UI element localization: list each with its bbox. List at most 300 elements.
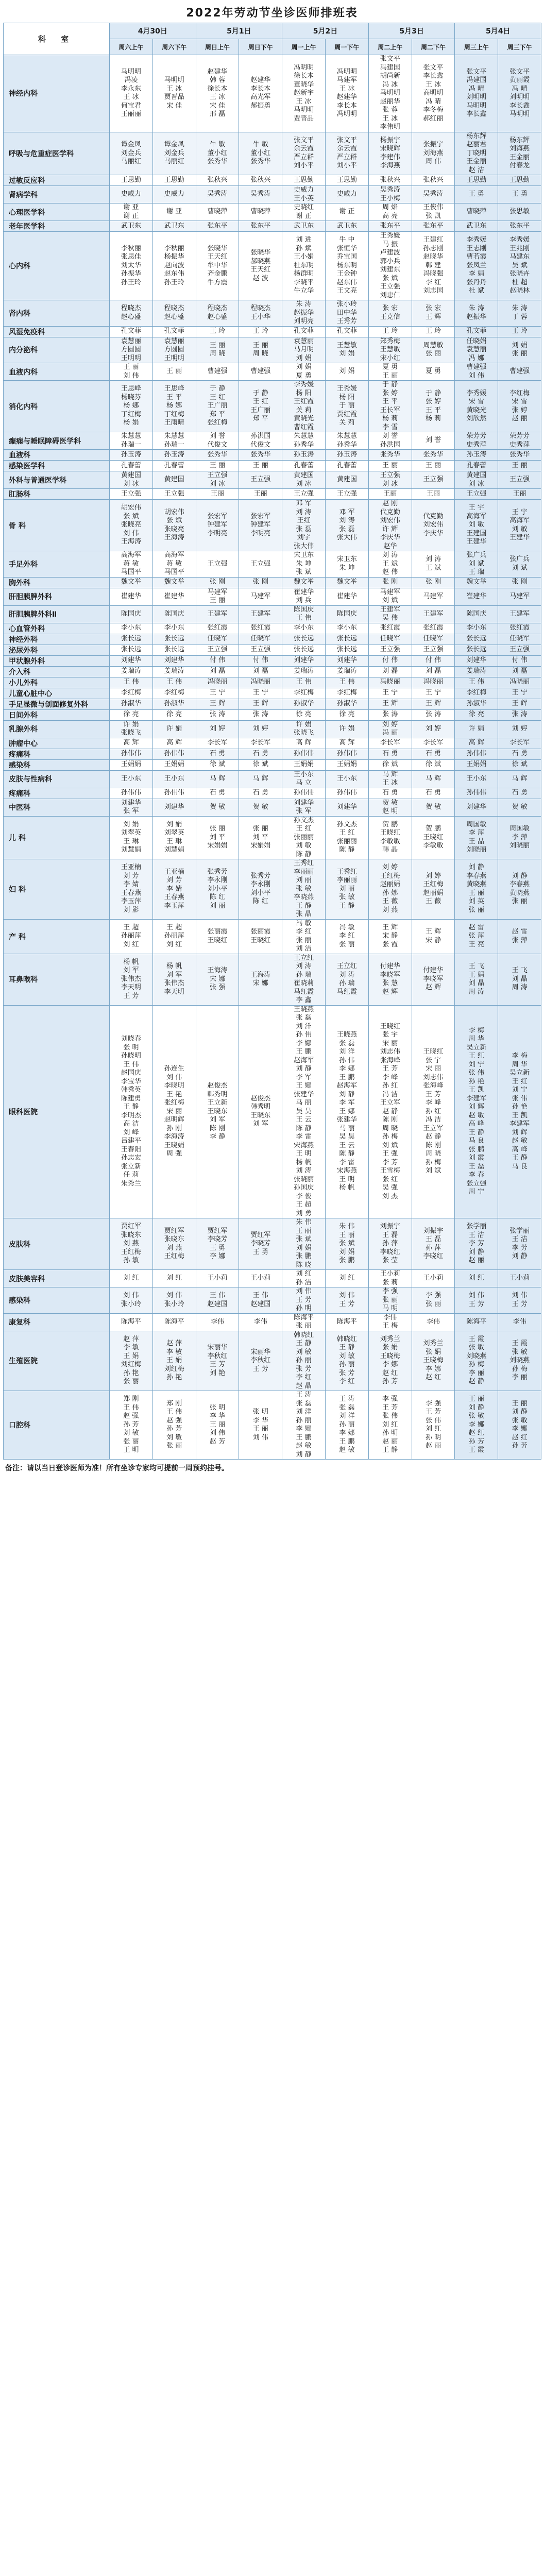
- doctor-name: 刘 洋: [296, 1022, 312, 1030]
- doctor-name: 刘小平: [250, 889, 271, 897]
- doctor-name: 王 伟: [209, 1292, 226, 1300]
- dept-name: 胸外科: [4, 577, 110, 588]
- doctor-name: 杜东明: [294, 261, 314, 269]
- doctor-name: 张晓卉: [509, 270, 530, 278]
- doctor-name: 徐 亮: [123, 710, 139, 719]
- doctor-name: 刘 敏: [123, 1429, 139, 1437]
- schedule-cell: [196, 799, 239, 816]
- doctor-name: 李宝华: [121, 1077, 141, 1086]
- doctor-name: 王 云: [339, 1141, 355, 1149]
- doctor-name: 张 斌: [166, 517, 182, 524]
- schedule-cell: [110, 175, 153, 186]
- doctor-name: 丁 蓉: [512, 313, 528, 321]
- doctor-name: 王 辉: [382, 700, 398, 708]
- doctor-name: 张 敏: [468, 1412, 484, 1420]
- schedule-cell: [326, 688, 369, 699]
- doctor-name: 王思勤: [509, 176, 530, 184]
- doctor-name: 王立强: [207, 471, 228, 479]
- doctor-name: 孙 洁: [296, 1278, 312, 1286]
- doctor-name: 李秋红: [250, 1357, 271, 1364]
- doctor-name: 冯建国: [466, 76, 487, 84]
- doctor-name: 关 莉: [296, 406, 312, 414]
- doctor-name: 刘小平: [336, 162, 357, 170]
- doctor-name: 王 宁: [512, 689, 528, 697]
- doctor-name: 刘 进: [296, 236, 312, 244]
- schedule-cell: [239, 489, 282, 500]
- doctor-name: 王春阳: [121, 1145, 141, 1154]
- schedule-cell: [239, 55, 282, 132]
- doctor-name: 李 娟: [468, 270, 484, 278]
- doctor-name: 刘 誉: [209, 432, 226, 440]
- doctor-name: 李春燕: [509, 880, 530, 889]
- doctor-name: 王 鹏: [296, 1048, 312, 1056]
- doctor-name: 张 磊: [339, 1403, 355, 1412]
- doctor-name: 李春燕: [466, 872, 487, 880]
- doctor-name: 李建军: [509, 1120, 530, 1128]
- doctor-name: 刘 娟: [296, 1244, 312, 1252]
- doctor-name: 王广丽: [207, 402, 228, 410]
- doctor-name: 杨 阳: [339, 393, 355, 401]
- schedule-cell: [326, 788, 369, 799]
- doctor-name: 张小玲: [164, 1300, 184, 1308]
- schedule-cell: [282, 232, 326, 300]
- schedule-cell: [196, 623, 239, 634]
- doctor-name: 王 明: [123, 1446, 139, 1454]
- schedule-cell: [239, 337, 282, 363]
- doctor-name: 石 勇: [382, 750, 398, 758]
- doctor-name: 张 涛: [209, 710, 226, 719]
- doctor-name: 高 峰: [512, 1145, 528, 1154]
- doctor-name: 刘宏伟: [380, 517, 400, 524]
- doctor-name: 刘 伟: [209, 1429, 226, 1437]
- schedule-cell: [196, 738, 239, 749]
- schedule-cell: [455, 954, 498, 1005]
- doctor-name: 王小东: [466, 774, 487, 783]
- doctor-name: 李秀媛: [466, 236, 487, 244]
- doctor-name: 刘晓燕: [509, 1357, 530, 1364]
- doctor-name: 张小玲: [121, 1300, 141, 1308]
- dept-name: 皮肤与性病科: [4, 770, 110, 788]
- schedule-row: [4, 738, 541, 749]
- doctor-name: 刘 静: [296, 1450, 312, 1459]
- doctor-name: 李 雷: [296, 1133, 312, 1141]
- doctor-name: 冯晓丽: [207, 678, 228, 686]
- doctor-name: 李敏敏: [380, 837, 400, 845]
- doctor-name: 严立群: [294, 153, 314, 161]
- doctor-name: 王 薇: [382, 897, 398, 906]
- schedule-cell: [498, 666, 541, 677]
- doctor-name: 张思佳: [121, 253, 141, 261]
- schedule-cell: [368, 175, 412, 186]
- doctor-name: 赵 红: [468, 1429, 484, 1437]
- doctor-name: 李 敏: [123, 1344, 139, 1352]
- doctor-name: 刘 静: [512, 872, 528, 880]
- doctor-name: 李 萍: [512, 833, 528, 841]
- doctor-name: 李 梅: [512, 1052, 528, 1060]
- doctor-name: 张 明: [123, 1043, 139, 1052]
- doctor-name: 徐 斌: [252, 760, 268, 769]
- doctor-name: 张文平: [294, 136, 314, 144]
- schedule-row: [4, 175, 541, 186]
- doctor-name: 王 丽: [512, 1399, 528, 1408]
- schedule-cell: [196, 300, 239, 327]
- doctor-name: 王 宁: [252, 689, 268, 697]
- doctor-name: 付 伟: [252, 656, 268, 665]
- doctor-name: 孙 瑞: [296, 971, 312, 979]
- schedule-cell: [110, 471, 153, 489]
- doctor-name: 王 静: [123, 1103, 139, 1111]
- schedule-cell: [110, 1270, 153, 1287]
- doctor-name: 宋 丽: [166, 1107, 182, 1115]
- doctor-name: 宋 静: [425, 936, 441, 944]
- doctor-name: 冯 冰: [382, 80, 398, 89]
- doctor-name: 刘建东: [380, 266, 400, 274]
- doctor-name: 赵 丽: [468, 1257, 484, 1265]
- schedule-cell: [282, 788, 326, 799]
- doctor-name: 孙丽萍: [121, 932, 141, 940]
- schedule-row: [4, 954, 541, 1005]
- doctor-name: 李 萍: [468, 829, 484, 837]
- doctor-name: 贺 鹏: [382, 820, 398, 828]
- doctor-name: 黄晓燕: [509, 889, 530, 897]
- schedule-cell: [498, 655, 541, 666]
- doctor-name: 刘晓燕: [466, 1352, 487, 1360]
- doctor-name: 张建华: [294, 1090, 314, 1098]
- doctor-name: 王红霞: [294, 398, 314, 405]
- doctor-name: 任晓娟: [466, 337, 487, 345]
- schedule-cell: [498, 623, 541, 634]
- doctor-name: 刘建华: [336, 803, 357, 811]
- doctor-name: 张文平: [380, 55, 400, 63]
- doctor-name: 赵 敏: [468, 1111, 484, 1120]
- doctor-name: 张 伟: [382, 1412, 398, 1420]
- schedule-cell: [110, 759, 153, 770]
- doctor-name: 程晓杰: [121, 304, 141, 313]
- doctor-name: 张丽丽: [294, 833, 314, 841]
- doctor-name: 王 辉: [425, 928, 441, 936]
- dept-name: 癫痫与睡眠障碍医学科: [4, 432, 110, 450]
- doctor-name: 王 芳: [382, 1403, 398, 1412]
- doctor-name: 刘 冰: [123, 480, 139, 488]
- doctor-name: 刘 磊: [209, 667, 226, 675]
- schedule-cell: [110, 770, 153, 788]
- schedule-cell: [455, 551, 498, 578]
- schedule-cell: [110, 799, 153, 816]
- schedule-cell: [110, 919, 153, 954]
- doctor-name: 徐 亮: [296, 710, 312, 719]
- schedule-cell: [412, 381, 455, 432]
- dept-name: 皮肤美容科: [4, 1270, 110, 1287]
- schedule-cell: [282, 655, 326, 666]
- doctor-name: 赵心盛: [164, 313, 184, 321]
- doctor-name: 王 超: [166, 923, 182, 931]
- doctor-name: 王 冰: [425, 80, 441, 89]
- doctor-name: 冯 敏: [339, 923, 355, 931]
- doctor-name: 杨东辉: [509, 136, 530, 144]
- dept-name: 肛肠科: [4, 489, 110, 500]
- schedule-row: [4, 1287, 541, 1314]
- schedule-cell: [239, 588, 282, 605]
- schedule-cell: [368, 432, 412, 450]
- schedule-cell: [110, 1331, 153, 1391]
- doctor-name: 孙晓明: [121, 1052, 141, 1060]
- doctor-name: 冯 敏: [296, 919, 312, 927]
- doctor-name: 于 静: [382, 381, 398, 388]
- doctor-name: 张文平: [336, 136, 357, 144]
- doctor-name: 张 鹏: [296, 1252, 312, 1260]
- schedule-cell: [110, 720, 153, 738]
- schedule-cell: [152, 666, 196, 677]
- doctor-name: 王 芳: [382, 1065, 398, 1073]
- doctor-name: 孙王玲: [164, 278, 184, 286]
- doctor-name: 宋 静: [382, 932, 398, 940]
- doctor-name: 张立新: [121, 1162, 141, 1171]
- doctor-name: 张 芳: [296, 1365, 312, 1373]
- schedule-cell: [282, 551, 326, 578]
- doctor-name: 张 斌: [296, 1235, 312, 1243]
- schedule-cell: [282, 132, 326, 175]
- doctor-name: 牛 中: [339, 236, 355, 244]
- doctor-name: 齐金鹏: [207, 270, 228, 278]
- schedule-cell: [326, 623, 369, 634]
- doctor-name: 谭金凤: [164, 141, 184, 148]
- schedule-row: [4, 799, 541, 816]
- doctor-name: 李冬梅: [423, 106, 444, 114]
- schedule-cell: [196, 175, 239, 186]
- doctor-name: 刘 静: [512, 1408, 528, 1416]
- doctor-name: 王 鹏: [339, 1073, 355, 1081]
- doctor-name: 于 丽: [339, 402, 355, 410]
- doctor-name: 王立强: [380, 646, 400, 654]
- doctor-name: 李伟: [513, 1317, 526, 1326]
- doctor-name: 周 晓: [382, 1124, 398, 1132]
- doctor-name: 魏文举: [466, 578, 487, 586]
- doctor-name: 张 丽: [339, 940, 355, 948]
- doctor-name: 刘宏伟: [423, 521, 444, 529]
- doctor-name: 刘 丽: [296, 876, 312, 884]
- schedule-cell: [412, 489, 455, 500]
- doctor-name: 孙 红: [425, 1107, 441, 1115]
- doctor-name: 李庆华: [380, 534, 400, 541]
- doctor-name: 张晓丽: [294, 1175, 314, 1183]
- doctor-name: 张东平: [380, 222, 400, 230]
- dept-name: 心内科: [4, 232, 110, 300]
- schedule-cell: [412, 738, 455, 749]
- doctor-name: 张小玲: [336, 300, 357, 308]
- doctor-name: 陈 静: [296, 850, 312, 858]
- schedule-row: [4, 471, 541, 489]
- doctor-name: 王 静: [339, 902, 355, 910]
- doctor-name: 马建东: [509, 253, 530, 261]
- doctor-name: 刘 斌: [425, 1167, 441, 1175]
- doctor-name: 李玉萍: [164, 902, 184, 910]
- doctor-name: 张长远: [466, 646, 487, 654]
- schedule-cell: [239, 738, 282, 749]
- doctor-name: 王明明: [164, 354, 184, 362]
- doctor-name: 刘 平: [252, 833, 268, 841]
- schedule-cell: [326, 471, 369, 489]
- doctor-name: 王立军: [380, 1099, 400, 1107]
- schedule-cell: [239, 1218, 282, 1270]
- doctor-name: 王立强: [250, 560, 271, 568]
- doctor-name: 李海燕: [380, 162, 400, 170]
- doctor-name: 王 红: [339, 829, 355, 837]
- doctor-name: 王兆刚: [509, 244, 530, 252]
- doctor-name: 贺 敏: [425, 803, 441, 811]
- schedule-cell: [196, 55, 239, 132]
- schedule-cell: [239, 645, 282, 655]
- doctor-name: 王 芳: [425, 1090, 441, 1098]
- schedule-cell: [152, 55, 196, 132]
- schedule-cell: [412, 1218, 455, 1270]
- schedule-cell: [196, 1287, 239, 1314]
- schedule-cell: [110, 363, 153, 381]
- doctor-name: 刘 霞: [468, 1154, 484, 1162]
- schedule-cell: [282, 623, 326, 634]
- doctor-name: 刘欣然: [466, 415, 487, 422]
- doctor-name: 贺 敏: [209, 803, 226, 811]
- doctor-name: 刘 军: [252, 1120, 268, 1128]
- doctor-name: 孙玉涛: [294, 450, 314, 459]
- doctor-name: 李晓燕: [294, 893, 314, 901]
- schedule-cell: [498, 551, 541, 578]
- schedule-cell: [110, 1391, 153, 1460]
- doctor-name: 刘振宇: [380, 1223, 400, 1231]
- doctor-name: 朱慧慧: [294, 432, 314, 440]
- schedule-cell: [282, 450, 326, 461]
- doctor-name: 刘建华: [466, 803, 487, 811]
- schedule-cell: [152, 577, 196, 588]
- doctor-name: 王 静: [296, 902, 312, 910]
- doctor-name: 孙 瑞: [339, 979, 355, 987]
- schedule-cell: [110, 788, 153, 799]
- schedule-cell: [152, 788, 196, 799]
- doctor-name: 张晓华: [207, 244, 228, 252]
- schedule-cell: [498, 577, 541, 588]
- schedule-cell: [110, 749, 153, 759]
- doctor-name: 刘 斌: [468, 560, 484, 568]
- doctor-name: 袁慧丽: [164, 337, 184, 345]
- doctor-name: 王 宇: [468, 504, 484, 512]
- doctor-name: 王 冰: [296, 97, 312, 106]
- schedule-cell: [498, 699, 541, 709]
- schedule-cell: [368, 816, 412, 859]
- schedule-cell: [326, 749, 369, 759]
- dept-name: 中医科: [4, 799, 110, 816]
- doctor-name: 王晓梅: [380, 1352, 400, 1360]
- doctor-name: 李长军: [423, 739, 444, 747]
- doctor-name: 孙 红: [382, 1082, 398, 1090]
- doctor-name: 王 红: [468, 1052, 484, 1060]
- schedule-cell: [455, 186, 498, 204]
- schedule-cell: [152, 175, 196, 186]
- doctor-name: 石 勇: [512, 789, 528, 797]
- doctor-name: 王立强: [423, 476, 444, 484]
- doctor-name: 王思峰: [121, 385, 141, 393]
- doctor-name: 徐长本: [207, 84, 228, 93]
- doctor-name: 李长军: [380, 739, 400, 747]
- schedule-row: [4, 461, 541, 471]
- schedule-cell: [455, 1218, 498, 1270]
- doctor-name: 张 丽: [166, 1442, 182, 1450]
- doctor-name: 刘 婷: [425, 724, 441, 733]
- doctor-name: 赵 芳: [209, 1437, 226, 1446]
- doctor-name: 马丽红: [121, 158, 141, 165]
- doctor-name: 刘海燕: [509, 145, 530, 153]
- doctor-name: 赵 敏: [512, 1137, 528, 1145]
- doctor-name: 王 辉: [425, 313, 441, 321]
- doctor-name: 石 勇: [252, 789, 268, 797]
- doctor-name: 李 芳: [512, 1244, 528, 1252]
- doctor-name: 吴立新: [509, 1069, 530, 1077]
- doctor-name: 李 敏: [166, 1348, 182, 1356]
- schedule-cell: [326, 699, 369, 709]
- doctor-name: 王秀红: [294, 859, 314, 867]
- doctor-name: 赵 雷: [512, 928, 528, 936]
- doctor-name: 孙 伟: [339, 1056, 355, 1064]
- doctor-name: 任晓军: [207, 635, 228, 643]
- doctor-name: 王小莉: [250, 1274, 271, 1282]
- doctor-name: 贾晋品: [294, 114, 314, 123]
- doctor-name: 张 敏: [468, 1344, 484, 1352]
- doctor-name: 王立强: [423, 646, 444, 654]
- doctor-name: 许 娟: [296, 720, 312, 728]
- schedule-cell: [326, 55, 369, 132]
- doctor-name: 韩秀明: [250, 1103, 271, 1111]
- doctor-name: 王小东: [164, 774, 184, 783]
- doctor-name: 武卫东: [164, 222, 184, 230]
- doctor-name: 李玉萍: [121, 897, 141, 906]
- doctor-name: 曹建强: [207, 367, 228, 376]
- doctor-name: 李敏敏: [423, 842, 444, 850]
- schedule-cell: [110, 337, 153, 363]
- doctor-name: 王 洁: [468, 1231, 484, 1239]
- doctor-name: 杨 莉: [425, 415, 441, 422]
- doctor-name: 刘建华: [294, 799, 314, 807]
- schedule-table: [3, 23, 541, 1460]
- dept-name: 疼痛科: [4, 749, 110, 759]
- doctor-name: 张 婷: [425, 398, 441, 405]
- doctor-name: 刘志国: [423, 287, 444, 295]
- doctor-name: 刘 艳: [209, 1369, 226, 1377]
- doctor-name: 李永东: [121, 84, 141, 93]
- schedule-cell: [152, 738, 196, 749]
- doctor-name: 张 伟: [512, 1094, 528, 1103]
- doctor-name: 王建军: [423, 609, 444, 618]
- schedule-cell: [152, 1005, 196, 1218]
- doctor-name: 韩 建: [425, 261, 441, 269]
- doctor-name: 刘志伟: [380, 1048, 400, 1056]
- dept-name: 乳腺外科: [4, 720, 110, 738]
- doctor-name: 王 伟: [296, 678, 312, 686]
- doctor-name: 徐 亮: [339, 710, 355, 719]
- doctor-name: 孙瑞一: [121, 440, 141, 449]
- doctor-name: 黄建国: [164, 476, 184, 484]
- schedule-cell: [152, 588, 196, 605]
- doctor-name: 李小东: [466, 624, 487, 632]
- schedule-cell: [455, 461, 498, 471]
- doctor-name: 孙淑华: [466, 700, 487, 708]
- date-header: 5月2日: [282, 23, 369, 39]
- doctor-name: 王建红: [423, 236, 444, 244]
- doctor-name: 刘 静: [468, 1248, 484, 1256]
- schedule-row: [4, 1270, 541, 1287]
- doctor-name: 李 娜: [425, 1365, 441, 1373]
- schedule-cell: [239, 688, 282, 699]
- doctor-name: 孙 明: [425, 1433, 441, 1442]
- doctor-name: 孙秀华: [294, 440, 314, 449]
- doctor-name: 张 鹏: [468, 1145, 484, 1154]
